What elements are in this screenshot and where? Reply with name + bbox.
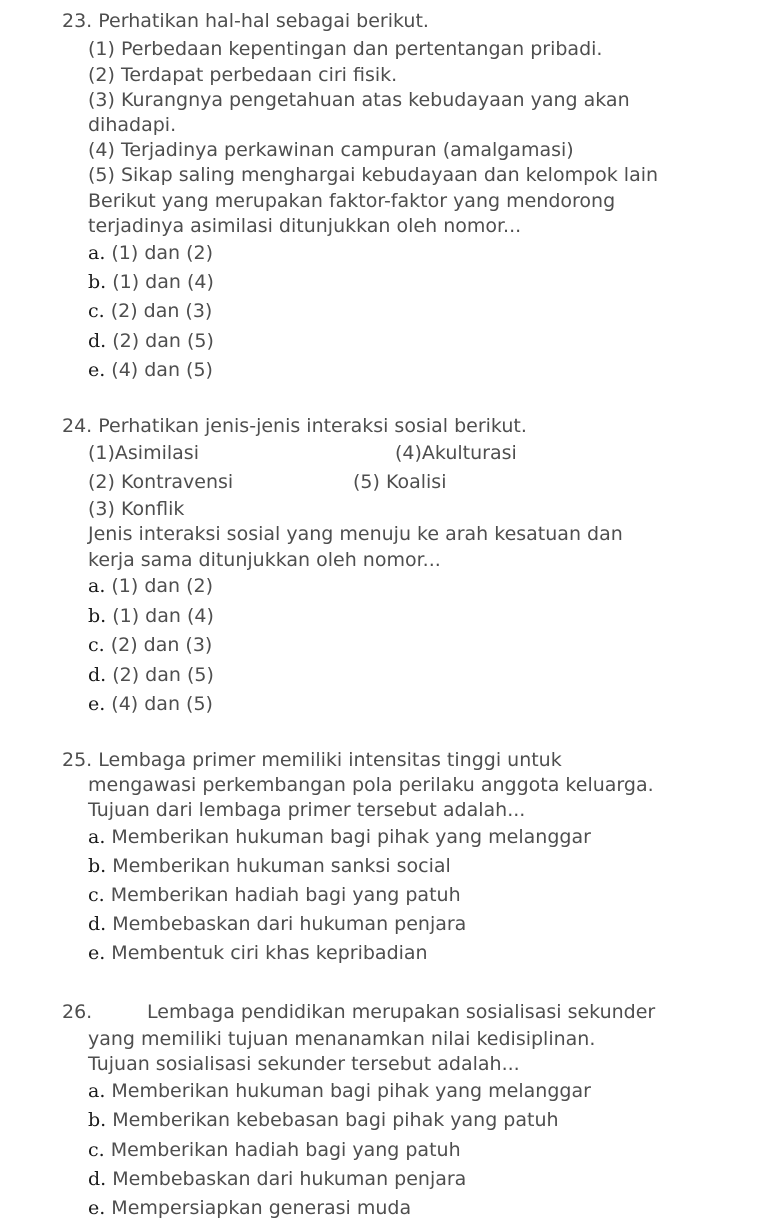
option-letter: b. [88, 605, 107, 627]
option-a[interactable] [88, 574, 213, 598]
option-a[interactable] [88, 241, 213, 265]
option-letter: a. [88, 826, 106, 848]
option-text: (4) dan (5) [111, 359, 213, 381]
question-prompt: mengawasi perkembangan pola perilaku anggota keluarga. [88, 774, 654, 796]
option-letter: a. [88, 1080, 106, 1102]
question-24-header [62, 414, 527, 438]
statement: (3) Kurangnya pengetahuan atas kebudayaan yang akan [88, 89, 630, 111]
interaction-item: (2) Kontravensi [88, 471, 234, 493]
option-letter: a. [88, 242, 106, 264]
question-number: 25. [62, 749, 93, 771]
option-text: Membebaskan dari hukuman penjara [112, 1168, 467, 1190]
option-letter: d. [88, 330, 107, 352]
statement: (4) Terjadinya perkawinan campuran (amalgamasi) [88, 139, 574, 161]
option-letter: e. [88, 359, 106, 381]
option-text: Memberikan hukuman sanksi social [112, 855, 451, 877]
option-d[interactable] [88, 1167, 466, 1191]
option-letter: e. [88, 693, 106, 715]
option-text: (1) dan (4) [112, 271, 214, 293]
option-text: Memberikan hukuman bagi pihak yang melanggar [111, 1080, 591, 1102]
option-text: (4) dan (5) [111, 693, 213, 715]
option-text: (2) dan (5) [112, 664, 214, 686]
question-prompt: yang memiliki tujuan menanamkan nilai kedisiplinan. [88, 1028, 596, 1050]
question-prompt: Jenis interaksi sosial yang menuju ke arah kesatuan dan [88, 523, 623, 545]
option-c[interactable] [88, 1138, 461, 1162]
option-text: (1) dan (2) [111, 242, 214, 264]
option-text: (2) dan (5) [112, 330, 214, 352]
option-e[interactable] [88, 941, 428, 965]
statement: (5) Sikap saling menghargai kebudayaan dan kelompok lain [88, 164, 659, 186]
option-c[interactable] [88, 633, 212, 657]
option-b[interactable] [88, 854, 451, 878]
option-text: (1) dan (2) [111, 575, 214, 597]
option-text: (2) dan (3) [110, 300, 213, 322]
statement: (2) Terdapat perbedaan ciri fisik. [88, 64, 398, 86]
question-prompt: kerja sama ditunjukkan oleh nomor... [88, 549, 441, 571]
option-c[interactable] [88, 883, 461, 907]
option-letter: e. [88, 942, 106, 964]
interaction-item: (1)Asimilasi [88, 442, 199, 464]
option-e[interactable] [88, 692, 213, 716]
option-text: Membebaskan dari hukuman penjara [112, 913, 467, 935]
option-a[interactable] [88, 1079, 591, 1103]
question-stem: Lembaga pendidikan merupakan sosialisasi sekunder [147, 1001, 656, 1023]
question-stem: Lembaga primer memiliki intensitas tinggi untuk [98, 749, 562, 771]
interaction-item: (4)Akulturasi [395, 442, 517, 464]
option-letter: b. [88, 271, 107, 293]
question-prompt: terjadinya asimilasi ditunjukkan oleh nomor... [88, 215, 522, 237]
option-text: (2) dan (3) [110, 634, 213, 656]
option-d[interactable] [88, 663, 214, 687]
option-letter: c. [88, 300, 105, 322]
option-d[interactable] [88, 912, 466, 936]
option-text: Memberikan hukuman bagi pihak yang melanggar [111, 826, 591, 848]
interaction-item: (3) Konflik [88, 498, 185, 520]
statement: dihadapi. [88, 114, 177, 136]
option-letter: c. [88, 634, 105, 656]
option-letter: d. [88, 664, 107, 686]
question-23-header [62, 9, 429, 33]
option-text: Mempersiapkan generasi muda [111, 1197, 412, 1219]
question-number: 24. [62, 415, 93, 437]
question-stem: Perhatikan hal-hal sebagai berikut. [98, 10, 429, 32]
option-letter: c. [88, 1139, 105, 1161]
option-b[interactable] [88, 1108, 559, 1132]
option-text: Memberikan hadiah bagi yang patuh [110, 1139, 461, 1161]
option-a[interactable] [88, 825, 591, 849]
option-letter: e. [88, 1197, 106, 1219]
question-number: 23. [62, 10, 93, 32]
question-26-header [62, 1000, 656, 1024]
question-stem: Perhatikan jenis-jenis interaksi sosial berikut. [98, 415, 527, 437]
statement: (1) Perbedaan kepentingan dan pertentangan pribadi. [88, 38, 603, 60]
interaction-item: (5) Koalisi [353, 471, 447, 493]
option-e[interactable] [88, 358, 213, 382]
question-prompt: Tujuan sosialisasi sekunder tersebut adalah... [88, 1053, 520, 1075]
option-letter: d. [88, 913, 107, 935]
option-c[interactable] [88, 299, 212, 323]
option-letter: a. [88, 575, 106, 597]
option-e[interactable] [88, 1196, 411, 1220]
option-text: Memberikan kebebasan bagi pihak yang patuh [112, 1109, 559, 1131]
option-b[interactable] [88, 604, 214, 628]
option-d[interactable] [88, 329, 214, 353]
option-letter: c. [88, 884, 105, 906]
option-b[interactable] [88, 270, 214, 294]
question-number: 26. [62, 1001, 93, 1023]
question-prompt: Berikut yang merupakan faktor-faktor yang mendorong [88, 190, 616, 212]
option-text: Memberikan hadiah bagi yang patuh [110, 884, 461, 906]
option-text: (1) dan (4) [112, 605, 214, 627]
option-letter: b. [88, 1109, 107, 1131]
option-letter: d. [88, 1168, 107, 1190]
option-text: Membentuk ciri khas kepribadian [111, 942, 428, 964]
question-25-header [62, 748, 562, 772]
option-letter: b. [88, 855, 107, 877]
question-prompt: Tujuan dari lembaga primer tersebut adalah... [88, 799, 526, 821]
